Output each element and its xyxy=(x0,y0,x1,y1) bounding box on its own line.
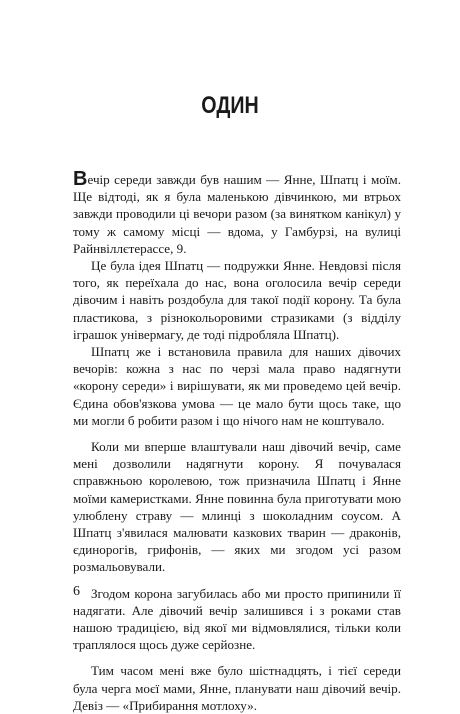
paragraph-3: Шпатц же і встановила правила для наших дівочих вечорів: кожна з нас по черзі мала право надягнути «корону середи» і вирішувати, як ми проведемо цей вечір. Єдина обов'язкова умова — це мало бути щось таке, що ми могли б робити разом і що нічого нам не коштувало. xyxy=(73,344,401,428)
drop-cap: В xyxy=(73,168,88,190)
page-number: 6 xyxy=(73,584,80,599)
paragraph-5: Згодом корона загубилась або ми просто припинили її надягати. Але дівочий вечір залишився і з роками став нашою традицією, від якої ми відмовлялися, тільки коли траплялося щось дуже серйозне. xyxy=(73,585,401,653)
paragraph-4: Коли ми вперше влаштували наш дівочий вечір, саме мені дозволили надягнути корону. Я почувалася справжньою королевою, тож призначила Шпатц і Янне моїми камеристками. Янне повинна була приготувати мою улюблену страву — млинці з шоколадним соусом. А Шпатц з'явилася малювати казкових тварин — драконів, єдинорогів, грифонів, — яких ми згодом усі разом розмальовували. xyxy=(73,439,401,575)
chapter-body xyxy=(73,168,401,714)
paragraph-6: Тим часом мені вже було шістнадцять, і тієї середи була черга моєї мами, Янне, планувати наш дівочий вечір. Девіз — «Прибирання мотлоху». xyxy=(73,663,401,713)
paragraph-1 xyxy=(73,168,401,257)
paragraph-2: Це була ідея Шпатц — подружки Янне. Невдовзі після того, як переїхала до нас, вона оголосила вечір середи дівочим і навіть роздобула для такої події корону. Та була пластикова, з різнокольоровими стразиками (з відділу іграшок універмагу, де тоді підробляла Шпатц). xyxy=(73,258,401,342)
paragraph-text: ечір середи завжди був нашим — Янне, Шпатц і моїм. Ще відтоді, як я була маленькою дівчинкою, ми втрьох завжди проводили ці вечори разом (за винятком канікул) у тому ж самому місці — вдома, у Гамбурзі, на вулиці Райнвіллєтерассе, 9. xyxy=(73,172,401,256)
chapter-title: ОДИН xyxy=(201,92,259,119)
